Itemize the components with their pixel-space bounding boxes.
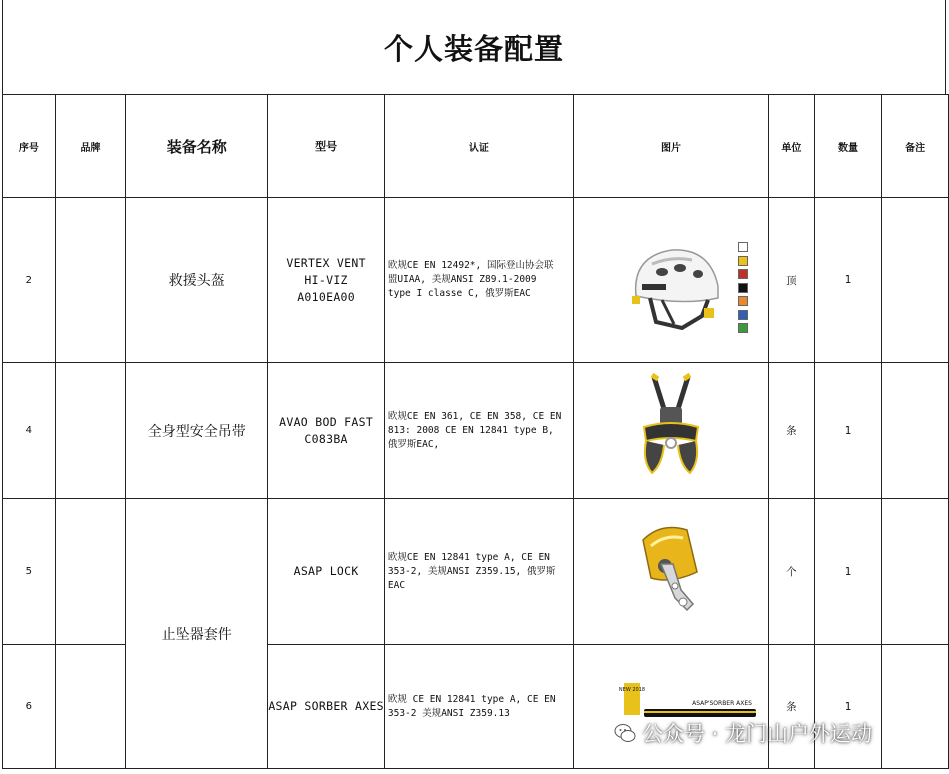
page-title: 个人装备配置 (383, 31, 564, 66)
cell-qty: 1 (814, 645, 882, 769)
color-swatch (738, 283, 748, 293)
cell-unit: 个 (769, 499, 815, 645)
model-line: HI-VIZ (304, 272, 348, 287)
model-line: AVAO BOD FAST (279, 414, 374, 429)
cert-line: 欧规CE EN 12492*, 国际登山协会联 (387, 260, 554, 271)
color-swatch (738, 269, 748, 279)
wechat-icon (614, 722, 636, 744)
cell-model (268, 363, 385, 499)
cell-cert (384, 198, 573, 363)
cert-line: 欧规CE EN 12841 type A, CE EN (387, 551, 550, 563)
cell-image (573, 198, 768, 363)
cell-index: 4 (3, 363, 56, 499)
watermark-text: 公众号 · 龙门山户外运动 (642, 722, 873, 746)
harness-photo (636, 369, 706, 489)
cell-cert (384, 363, 573, 499)
color-swatch (738, 242, 748, 252)
new-badge-text: NEW 2018 (618, 687, 645, 693)
cell-qty: 1 (814, 198, 882, 363)
cell-brand (55, 198, 126, 363)
color-swatch (738, 256, 748, 266)
model-line: C083BA (304, 431, 348, 446)
cell-cert (384, 499, 573, 645)
cell-name: 全身型安全吊带 (126, 363, 268, 499)
cert-line: 813: 2008 CE EN 12841 type B, (387, 424, 554, 436)
header-row (3, 95, 949, 198)
cell-image (573, 645, 768, 769)
cell-qty: 1 (814, 499, 882, 645)
cert-line: EAC (387, 579, 406, 591)
cell-note (882, 363, 949, 499)
table-row (3, 499, 949, 645)
header-cert: 认证 (384, 95, 573, 198)
cell-unit: 条 (769, 645, 815, 769)
product-label-text: ASAP'SORBER AXES (691, 700, 752, 707)
header-note: 备注 (882, 95, 949, 198)
cell-note (882, 645, 949, 769)
color-swatch (738, 323, 748, 333)
cell-qty: 1 (814, 363, 882, 499)
helmet-photo (622, 236, 732, 336)
cell-cert (384, 645, 573, 769)
cert-line: 353-2 美规ANSI Z359.13 (387, 707, 510, 719)
model-line: ASAP LOCK (293, 564, 359, 578)
cell-index: 5 (3, 499, 56, 645)
equipment-table (2, 94, 949, 769)
cert-line: 欧规CE EN 361, CE EN 358, CE EN (387, 410, 562, 422)
header-unit: 单位 (769, 95, 815, 198)
cell-index: 6 (3, 645, 56, 769)
cell-brand (55, 499, 126, 645)
header-brand: 品牌 (55, 95, 126, 198)
cell-image (573, 499, 768, 645)
cert-line: 353-2, 美规ANSI Z359.15, 俄罗斯 (387, 565, 556, 577)
cell-image (573, 363, 768, 499)
cert-line: type I classe C, 俄罗斯EAC (387, 288, 531, 299)
cell-model (268, 645, 385, 769)
model-line: VERTEX VENT (286, 255, 366, 270)
watermark (614, 718, 872, 748)
cell-brand (55, 645, 126, 769)
cert-line: 俄罗斯EAC, (387, 438, 440, 450)
table-row (3, 198, 949, 363)
fall-arrester-photo (631, 520, 711, 620)
cell-note (882, 499, 949, 645)
cell-unit: 顶 (769, 198, 815, 363)
cell-index: 2 (3, 198, 56, 363)
model-line: ASAP SORBER AXES (268, 699, 384, 713)
color-swatch (738, 310, 748, 320)
header-qty: 数量 (814, 95, 882, 198)
header-image: 图片 (573, 95, 768, 198)
cell-model (268, 198, 385, 363)
title-box (2, 0, 946, 94)
header-index: 序号 (3, 95, 56, 198)
color-swatch (738, 296, 748, 306)
cell-name: 救援头盔 (126, 198, 268, 363)
cell-unit: 条 (769, 363, 815, 499)
cell-name: 止坠器套件 (126, 499, 268, 769)
header-model: 型号 (268, 95, 385, 198)
table-row (3, 363, 949, 499)
cell-brand (55, 363, 126, 499)
cell-model (268, 499, 385, 645)
cert-line: 盟UIAA, 美规ANSI Z89.1-2009 (387, 274, 537, 285)
cert-line: 欧规 CE EN 12841 type A, CE EN (387, 693, 556, 705)
model-line: A010EA00 (297, 289, 355, 304)
cell-note (882, 198, 949, 363)
header-name: 装备名称 (126, 95, 268, 198)
helmet-color-swatches (738, 242, 748, 333)
